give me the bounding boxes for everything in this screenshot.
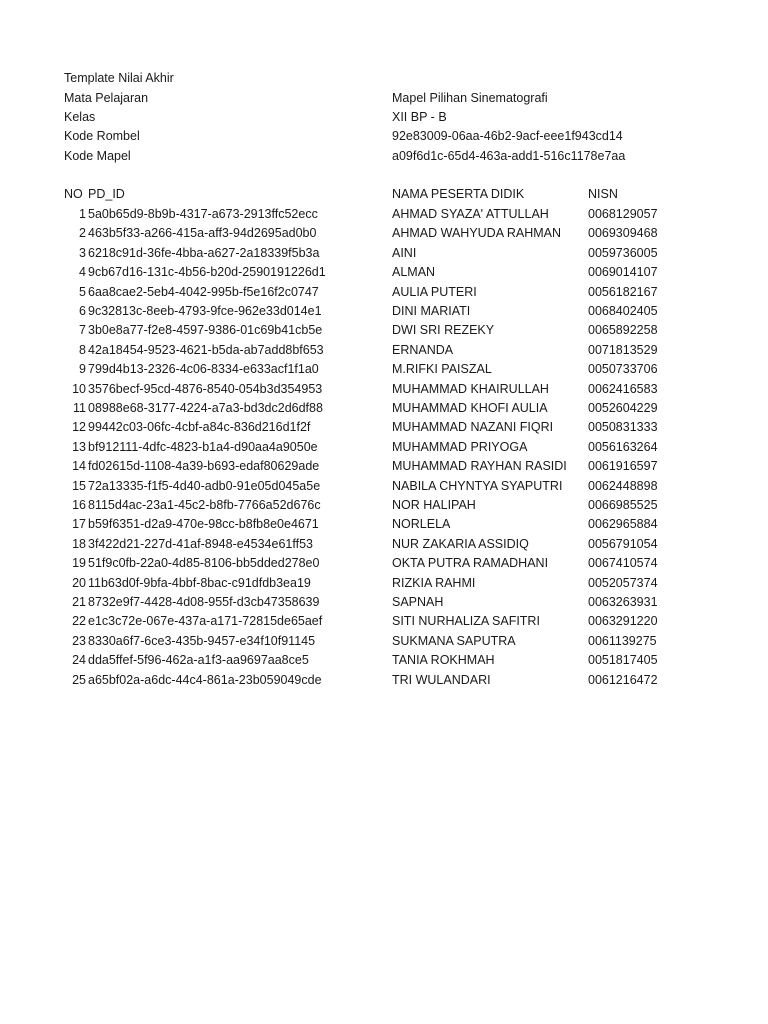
row-number: 2: [79, 226, 86, 241]
row-nisn: 0062448898: [588, 478, 658, 493]
row-student-name: ERNANDA: [392, 342, 454, 357]
row-number: 1: [79, 207, 86, 221]
row-student-name: AHMAD SYAZA' ATTULLAH: [392, 207, 549, 221]
row-pd-id: e1c3c72e-067e-437a-a171-72815de65aef: [88, 614, 323, 629]
info-value: 92e83009-06aa-46b2-9acf-eee1f943cd14: [392, 129, 623, 143]
row-nisn: 0056791054: [588, 536, 658, 551]
row-pd-id: 9c32813c-8eeb-4793-9fce-962e33d014e1: [88, 304, 322, 318]
info-row-kode-mapel: [0, 147, 768, 166]
row-nisn: 0063291220: [588, 614, 658, 629]
row-pd-id: 3b0e8a77-f2e8-4597-9386-01c69b41cb5e: [88, 323, 323, 338]
row-pd-id: dda5ffef-5f96-462a-a1f3-aa9697aa8ce5: [88, 653, 309, 668]
table-row: [0, 283, 768, 302]
row-number: 18: [72, 536, 86, 551]
row-number: 24: [72, 653, 86, 668]
info-row-kelas: [0, 108, 768, 127]
row-pd-id: 3576becf-95cd-4876-8540-054b3d354953: [88, 381, 323, 396]
table-row: [0, 438, 768, 457]
row-student-name: RIZKIA RAHMI: [392, 575, 476, 590]
row-student-name: NUR ZAKARIA ASSIDIQ: [392, 536, 529, 551]
row-number: 12: [72, 420, 86, 435]
row-student-name: DWI SRI REZEKY: [392, 323, 495, 338]
info-row-mata-pelajaran: [0, 89, 768, 108]
table-row: [0, 574, 768, 593]
info-label: Kode Mapel: [64, 149, 131, 163]
row-nisn: 0061216472: [588, 672, 658, 687]
row-number: 9: [79, 362, 86, 377]
row-nisn: 0050831333: [588, 420, 658, 435]
table-row: [0, 457, 768, 476]
row-number: 6: [79, 304, 86, 318]
row-nisn: 0062965884: [588, 517, 658, 532]
row-number: 16: [72, 498, 86, 512]
table-row: [0, 554, 768, 573]
row-pd-id: 463b5f33-a266-415a-aff3-94d2695ad0b0: [88, 226, 317, 241]
table-row: [0, 612, 768, 631]
row-pd-id: 08988e68-3177-4224-a7a3-bd3dc2d6df88: [88, 401, 323, 415]
row-student-name: AULIA PUTERI: [392, 284, 477, 299]
row-student-name: MUHAMMAD KHAIRULLAH: [392, 381, 549, 396]
row-student-name: SUKMANA SAPUTRA: [392, 633, 516, 648]
table-row: [0, 496, 768, 515]
row-nisn: 0066985525: [588, 498, 658, 512]
row-number: 25: [72, 672, 86, 687]
table-row: [0, 302, 768, 321]
row-number: 21: [72, 595, 86, 609]
row-student-name: AINI: [392, 245, 417, 260]
row-nisn: 0069014107: [588, 265, 658, 280]
row-student-name: M.RIFKI PAISZAL: [392, 362, 492, 377]
row-nisn: 0059736005: [588, 245, 658, 260]
table-row: [0, 244, 768, 263]
table-row: [0, 632, 768, 651]
row-student-name: MUHAMMAD KHOFI AULIA: [392, 401, 548, 415]
row-student-name: SAPNAH: [392, 595, 444, 609]
table-row: [0, 263, 768, 282]
row-number: 17: [72, 517, 86, 532]
row-nisn: 0061139275: [588, 633, 657, 648]
row-pd-id: 72a13335-f1f5-4d40-adb0-91e05d045a5e: [88, 478, 321, 493]
row-student-name: OKTA PUTRA RAMADHANI: [392, 556, 549, 571]
table-row: [0, 593, 768, 612]
row-nisn: 0068402405: [588, 304, 658, 318]
row-pd-id: a65bf02a-a6dc-44c4-861a-23b059049cde: [88, 672, 322, 687]
row-pd-id: 8330a6f7-6ce3-435b-9457-e34f10f91145: [88, 633, 316, 648]
row-student-name: DINI MARIATI: [392, 304, 471, 318]
row-number: 23: [72, 633, 86, 648]
table-row: [0, 380, 768, 399]
table-row: [0, 418, 768, 437]
row-pd-id: 6218c91d-36fe-4bba-a627-2a18339f5b3a: [88, 245, 320, 260]
table-row: [0, 515, 768, 534]
row-pd-id: 42a18454-9523-4621-b5da-ab7add8bf653: [88, 342, 324, 357]
row-pd-id: 11b63d0f-9bfa-4bbf-8bac-c91dfdb3ea19: [88, 575, 311, 590]
row-student-name: NORLELA: [392, 517, 451, 532]
row-number: 10: [72, 381, 86, 396]
table-row: [0, 224, 768, 243]
row-student-name: NOR HALIPAH: [392, 498, 476, 512]
column-header-nisn: NISN: [588, 187, 618, 201]
row-nisn: 0056182167: [588, 284, 658, 299]
row-nisn: 0050733706: [588, 362, 658, 377]
row-pd-id: b59f6351-d2a9-470e-98cc-b8fb8e0e4671: [88, 517, 319, 532]
row-number: 14: [72, 459, 86, 474]
row-nisn: 0056163264: [588, 439, 658, 454]
row-student-name: MUHAMMAD NAZANI FIQRI: [392, 420, 554, 435]
row-nisn: 0069309468: [588, 226, 658, 241]
row-student-name: AHMAD WAHYUDA RAHMAN: [392, 226, 561, 241]
table-row: [0, 477, 768, 496]
table-row: [0, 651, 768, 670]
row-pd-id: 99442c03-06fc-4cbf-a84c-836d216d1f2f: [88, 420, 311, 435]
row-student-name: MUHAMMAD PRIYOGA: [392, 439, 528, 454]
row-student-name: TRI WULANDARI: [392, 672, 491, 687]
row-number: 4: [79, 265, 86, 280]
row-student-name: MUHAMMAD RAYHAN RASIDI: [392, 459, 567, 474]
row-student-name: TANIA ROKHMAH: [392, 653, 495, 668]
row-pd-id: 799d4b13-2326-4c06-8334-e633acf1f1a0: [88, 362, 319, 377]
document-title: Template Nilai Akhir: [64, 71, 174, 85]
table-header-row: [0, 185, 768, 204]
row-pd-id: 8115d4ac-23a1-45c2-b8fb-7766a52d676c: [88, 498, 321, 512]
row-pd-id: 51f9c0fb-22a0-4d85-8106-bb5dded278e0: [88, 556, 320, 571]
info-row-kode-rombel: [0, 127, 768, 146]
row-pd-id: bf912111-4dfc-4823-b1a4-d90aa4a9050e: [88, 439, 318, 454]
table-row: [0, 321, 768, 340]
table-row: [0, 341, 768, 360]
info-label: Mata Pelajaran: [64, 91, 149, 105]
row-nisn: 0071813529: [588, 342, 658, 357]
row-nisn: 0052057374: [588, 575, 658, 590]
info-label: Kode Rombel: [64, 129, 140, 143]
row-student-name: ALMAN: [392, 265, 436, 280]
row-number: 7: [79, 323, 86, 338]
row-nisn: 0063263931: [588, 595, 658, 609]
document-title-line: [0, 69, 768, 88]
row-pd-id: 3f422d21-227d-41af-8948-e4534e61ff53: [88, 536, 313, 551]
column-header-pd-id: PD_ID: [88, 187, 125, 201]
row-pd-id: 6aa8cae2-5eb4-4042-995b-f5e16f2c0747: [88, 284, 319, 299]
table-row: [0, 671, 768, 690]
row-pd-id: fd02615d-1108-4a39-b693-edaf80629ade: [88, 459, 320, 474]
row-nisn: 0068129057: [588, 207, 658, 221]
row-number: 15: [72, 478, 86, 493]
row-nisn: 0065892258: [588, 323, 658, 338]
row-number: 11: [73, 401, 86, 415]
row-pd-id: 8732e9f7-4428-4d08-955f-d3cb47358639: [88, 595, 320, 609]
column-header-no: NO: [64, 187, 83, 201]
info-value: XII BP - B: [392, 110, 447, 124]
row-number: 13: [72, 439, 86, 454]
table-row: [0, 399, 768, 418]
info-value: a09f6d1c-65d4-463a-add1-516c1178e7aa: [392, 149, 626, 163]
info-value: Mapel Pilihan Sinematografi: [392, 91, 548, 105]
row-number: 8: [79, 342, 86, 357]
row-number: 22: [72, 614, 86, 629]
row-number: 3: [79, 245, 86, 260]
row-number: 19: [72, 556, 86, 571]
column-header-nama: NAMA PESERTA DIDIK: [392, 187, 525, 201]
info-label: Kelas: [64, 110, 96, 124]
row-nisn: 0052604229: [588, 401, 658, 415]
row-nisn: 0062416583: [588, 381, 658, 396]
table-row: [0, 360, 768, 379]
row-nisn: 0061916597: [588, 459, 658, 474]
row-nisn: 0051817405: [588, 653, 658, 668]
row-nisn: 0067410574: [588, 556, 658, 571]
table-row: [0, 535, 768, 554]
table-row: [0, 205, 768, 224]
row-student-name: SITI NURHALIZA SAFITRI: [392, 614, 540, 629]
row-student-name: NABILA CHYNTYA SYAPUTRI: [392, 478, 563, 493]
row-number: 5: [79, 284, 86, 299]
row-pd-id: 9cb67d16-131c-4b56-b20d-2590191226d1: [88, 265, 326, 280]
row-number: 20: [72, 575, 86, 590]
row-pd-id: 5a0b65d9-8b9b-4317-a673-2913ffc52ecc: [88, 207, 318, 221]
